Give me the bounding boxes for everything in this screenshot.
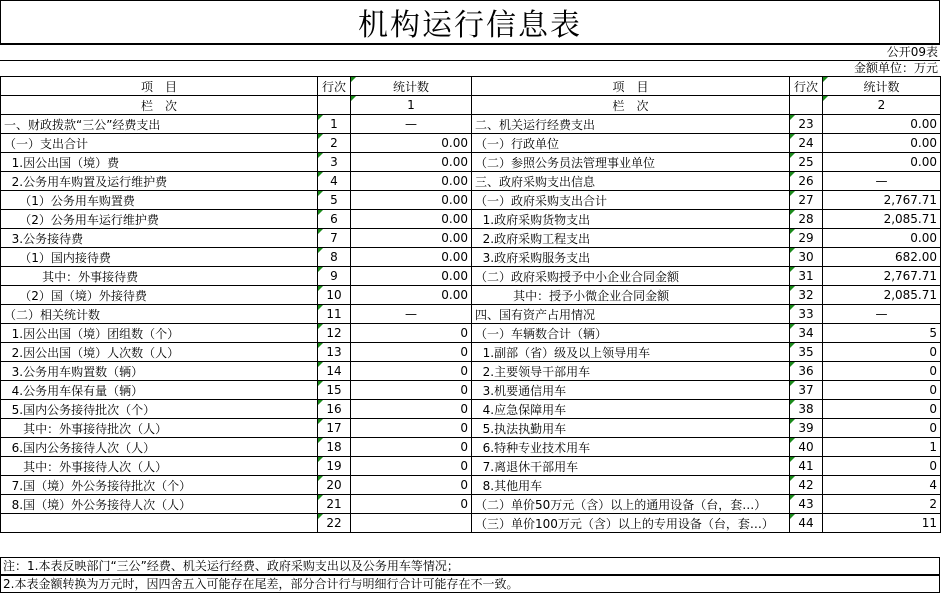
right-value-cell[interactable]: 0 xyxy=(823,400,941,419)
left-value-cell[interactable]: 0.00 xyxy=(351,172,472,191)
left-value-cell[interactable]: 0 xyxy=(351,457,472,476)
table-row xyxy=(1,229,941,248)
left-rowno-cell[interactable]: 19 xyxy=(318,457,351,476)
table-row xyxy=(1,210,941,229)
right-value-cell[interactable]: — xyxy=(823,172,941,191)
right-rowno-cell[interactable]: 32 xyxy=(790,286,823,305)
right-rowno-cell[interactable]: 36 xyxy=(790,362,823,381)
header-item-left[interactable]: 项 目 xyxy=(1,77,318,96)
right-value-cell[interactable]: 0 xyxy=(823,343,941,362)
right-value-cell[interactable]: 2,767.71 xyxy=(823,191,941,210)
table-row xyxy=(1,153,941,172)
left-item-cell[interactable]: 其中：外事接待批次（人） xyxy=(1,419,318,438)
left-rowno-cell[interactable]: 5 xyxy=(318,191,351,210)
table-row xyxy=(1,438,941,457)
left-value-cell[interactable] xyxy=(351,514,472,533)
left-rowno-cell[interactable]: 18 xyxy=(318,438,351,457)
left-item-cell[interactable]: 6.国内公务接待人次（人） xyxy=(1,438,318,457)
left-rowno-cell[interactable]: 13 xyxy=(318,343,351,362)
left-rowno-cell[interactable]: 16 xyxy=(318,400,351,419)
right-rowno-cell[interactable]: 43 xyxy=(790,495,823,514)
right-item-cell[interactable]: （一）政府采购支出合计 xyxy=(472,191,790,210)
left-value-cell[interactable]: 0.00 xyxy=(351,286,472,305)
right-value-cell[interactable]: 0 xyxy=(823,419,941,438)
note-line-1[interactable]: 注：1.本表反映部门“三公”经费、机关运行经费、政府采购支出以及公务用车等情况； xyxy=(0,557,940,575)
left-value-cell[interactable]: 0.00 xyxy=(351,134,472,153)
note-line-2[interactable]: 2.本表金额转换为万元时，因四舍五入可能存在尾差，部分合计行与明细行合计可能存在不一致。 xyxy=(0,575,940,593)
table-row xyxy=(1,172,941,191)
table-row xyxy=(1,400,941,419)
left-value-cell[interactable]: 0 xyxy=(351,476,472,495)
left-rowno-cell[interactable]: 20 xyxy=(318,476,351,495)
right-rowno-cell[interactable]: 38 xyxy=(790,400,823,419)
left-rowno-cell[interactable]: 9 xyxy=(318,267,351,286)
right-value-cell[interactable]: 0.00 xyxy=(823,134,941,153)
lanci-blank-left[interactable] xyxy=(318,96,351,115)
right-item-cell[interactable]: 其中：授予小微企业合同金额 xyxy=(472,286,790,305)
right-item-cell[interactable]: （二）政府采购授予中小企业合同金额 xyxy=(472,267,790,286)
left-rowno-cell[interactable]: 1 xyxy=(318,115,351,134)
table-row xyxy=(1,362,941,381)
right-rowno-cell[interactable]: 28 xyxy=(790,210,823,229)
left-item-cell[interactable]: 7.国（境）外公务接待批次（个） xyxy=(1,476,318,495)
left-item-cell[interactable]: 1.因公出国（境）费 xyxy=(1,153,318,172)
left-item-cell[interactable]: （二）相关统计数 xyxy=(1,305,318,324)
left-rowno-cell[interactable]: 4 xyxy=(318,172,351,191)
left-item-cell[interactable]: （2）国（境）外接待费 xyxy=(1,286,318,305)
left-value-cell[interactable]: 0.00 xyxy=(351,210,472,229)
left-rowno-cell[interactable]: 14 xyxy=(318,362,351,381)
table-row xyxy=(1,286,941,305)
right-item-cell[interactable]: 3.机要通信用车 xyxy=(472,381,790,400)
header-rowno-left[interactable]: 行次 xyxy=(318,77,351,96)
left-rowno-cell[interactable]: 6 xyxy=(318,210,351,229)
left-item-cell[interactable]: 2.因公出国（境）人次数（人） xyxy=(1,343,318,362)
right-rowno-cell[interactable]: 44 xyxy=(790,514,823,533)
left-rowno-cell[interactable]: 8 xyxy=(318,248,351,267)
lanci-blank-right[interactable] xyxy=(790,96,823,115)
right-value-cell[interactable]: 0 xyxy=(823,381,941,400)
right-value-cell[interactable]: 0.00 xyxy=(823,153,941,172)
right-rowno-cell[interactable]: 37 xyxy=(790,381,823,400)
table-row xyxy=(1,457,941,476)
table-row xyxy=(1,305,941,324)
table-row xyxy=(1,381,941,400)
left-value-cell[interactable]: 0 xyxy=(351,381,472,400)
left-rowno-cell[interactable]: 12 xyxy=(318,324,351,343)
table-row xyxy=(1,267,941,286)
left-item-cell[interactable]: （1）公务用车购置费 xyxy=(1,191,318,210)
grid-line xyxy=(0,44,940,45)
right-item-cell[interactable]: 二、机关运行经费支出 xyxy=(472,115,790,134)
report-title[interactable]: 机构运行信息表 xyxy=(0,0,940,44)
right-rowno-cell[interactable]: 26 xyxy=(790,172,823,191)
header-item-right[interactable]: 项 目 xyxy=(472,77,790,96)
right-value-cell[interactable]: 2 xyxy=(823,495,941,514)
header-rowno-right[interactable]: 行次 xyxy=(790,77,823,96)
right-value-cell[interactable]: 0 xyxy=(823,457,941,476)
lanci-left[interactable]: 栏 次 xyxy=(1,96,318,115)
right-item-cell[interactable]: 8.其他用车 xyxy=(472,476,790,495)
column-index-1[interactable]: 1 xyxy=(351,96,472,115)
left-rowno-cell[interactable]: 11 xyxy=(318,305,351,324)
right-value-cell[interactable]: 5 xyxy=(823,324,941,343)
right-value-cell[interactable]: — xyxy=(823,305,941,324)
right-value-cell[interactable]: 11 xyxy=(823,514,941,533)
left-value-cell[interactable]: — xyxy=(351,115,472,134)
right-rowno-cell[interactable]: 25 xyxy=(790,153,823,172)
right-item-cell[interactable]: 4.应急保障用车 xyxy=(472,400,790,419)
right-item-cell[interactable]: 5.执法执勤用车 xyxy=(472,419,790,438)
left-value-cell[interactable]: 0.00 xyxy=(351,267,472,286)
right-value-cell[interactable]: 0 xyxy=(823,362,941,381)
table-row xyxy=(1,495,941,514)
left-item-cell[interactable]: 2.公务用车购置及运行维护费 xyxy=(1,172,318,191)
left-item-cell[interactable]: （1）国内接待费 xyxy=(1,248,318,267)
left-item-cell[interactable]: 5.国内公务接待批次（个） xyxy=(1,400,318,419)
table-row xyxy=(1,324,941,343)
right-item-cell[interactable]: 1.副部（省）级及以上领导用车 xyxy=(472,343,790,362)
left-item-cell[interactable]: 其中：外事接待人次（人） xyxy=(1,457,318,476)
lanci-right[interactable]: 栏 次 xyxy=(472,96,790,115)
column-index-row xyxy=(1,96,941,115)
left-rowno-cell[interactable]: 21 xyxy=(318,495,351,514)
amount-unit[interactable]: 金额单位：万元 xyxy=(853,61,938,75)
right-item-cell[interactable]: 2.主要领导干部用车 xyxy=(472,362,790,381)
left-rowno-cell[interactable]: 15 xyxy=(318,381,351,400)
left-item-cell[interactable]: （一）支出合计 xyxy=(1,134,318,153)
form-number[interactable]: 公开09表 xyxy=(886,45,938,59)
right-rowno-cell[interactable]: 31 xyxy=(790,267,823,286)
table-row xyxy=(1,476,941,495)
right-value-cell[interactable]: 2,085.71 xyxy=(823,210,941,229)
table-row xyxy=(1,191,941,210)
left-value-cell[interactable]: 0 xyxy=(351,400,472,419)
grid-line xyxy=(0,60,940,61)
column-index-2[interactable]: 2 xyxy=(823,96,941,115)
data-table xyxy=(0,76,941,533)
left-value-cell[interactable]: 0 xyxy=(351,343,472,362)
header-row xyxy=(1,77,941,96)
right-rowno-cell[interactable]: 24 xyxy=(790,134,823,153)
right-item-cell[interactable]: （二）参照公务员法管理事业单位 xyxy=(472,153,790,172)
right-rowno-cell[interactable]: 33 xyxy=(790,305,823,324)
right-rowno-cell[interactable]: 39 xyxy=(790,419,823,438)
left-item-cell[interactable]: 1.因公出国（境）团组数（个） xyxy=(1,324,318,343)
right-value-cell[interactable]: 2,767.71 xyxy=(823,267,941,286)
header-stat-left[interactable]: 统计数 xyxy=(351,77,472,96)
right-value-cell[interactable]: 0.00 xyxy=(823,229,941,248)
right-value-cell[interactable]: 1 xyxy=(823,438,941,457)
left-item-cell[interactable]: 8.国（境）外公务接待人次（人） xyxy=(1,495,318,514)
table-row xyxy=(1,115,941,134)
table-row xyxy=(1,419,941,438)
header-stat-right[interactable]: 统计数 xyxy=(823,77,941,96)
table-row xyxy=(1,134,941,153)
right-rowno-cell[interactable]: 23 xyxy=(790,115,823,134)
right-item-cell[interactable]: （三）单价100万元（含）以上的专用设备（台，套…） xyxy=(472,514,790,533)
left-item-cell[interactable]: 其中：外事接待费 xyxy=(1,267,318,286)
left-item-cell[interactable]: 3.公务接待费 xyxy=(1,229,318,248)
left-rowno-cell[interactable]: 10 xyxy=(318,286,351,305)
left-value-cell[interactable]: 0.00 xyxy=(351,191,472,210)
left-value-cell[interactable]: 0 xyxy=(351,324,472,343)
right-rowno-cell[interactable]: 29 xyxy=(790,229,823,248)
left-item-cell[interactable]: 一、财政拨款“三公”经费支出 xyxy=(1,115,318,134)
right-value-cell[interactable]: 0.00 xyxy=(823,115,941,134)
left-value-cell[interactable]: 0 xyxy=(351,495,472,514)
right-rowno-cell[interactable]: 35 xyxy=(790,343,823,362)
right-value-cell[interactable]: 2,085.71 xyxy=(823,286,941,305)
left-rowno-cell[interactable]: 3 xyxy=(318,153,351,172)
right-item-cell[interactable]: （一）车辆数合计（辆） xyxy=(472,324,790,343)
left-item-cell[interactable]: 3.公务用车购置数（辆） xyxy=(1,362,318,381)
left-value-cell[interactable]: 0.00 xyxy=(351,248,472,267)
left-rowno-cell[interactable]: 22 xyxy=(318,514,351,533)
left-value-cell[interactable]: 0.00 xyxy=(351,153,472,172)
left-value-cell[interactable]: 0 xyxy=(351,438,472,457)
left-value-cell[interactable]: 0.00 xyxy=(351,229,472,248)
table-row xyxy=(1,343,941,362)
right-rowno-cell[interactable]: 27 xyxy=(790,191,823,210)
table-row xyxy=(1,248,941,267)
right-value-cell[interactable]: 4 xyxy=(823,476,941,495)
right-rowno-cell[interactable]: 30 xyxy=(790,248,823,267)
right-item-cell[interactable]: 7.离退休干部用车 xyxy=(472,457,790,476)
right-item-cell[interactable]: 1.政府采购货物支出 xyxy=(472,210,790,229)
right-item-cell[interactable]: （二）单价50万元（含）以上的通用设备（台，套…） xyxy=(472,495,790,514)
table-row xyxy=(1,514,941,533)
left-item-cell[interactable]: 4.公务用车保有量（辆） xyxy=(1,381,318,400)
left-item-cell[interactable] xyxy=(1,514,318,533)
left-value-cell[interactable]: — xyxy=(351,305,472,324)
left-rowno-cell[interactable]: 17 xyxy=(318,419,351,438)
right-value-cell[interactable]: 682.00 xyxy=(823,248,941,267)
right-rowno-cell[interactable]: 40 xyxy=(790,438,823,457)
left-value-cell[interactable]: 0 xyxy=(351,362,472,381)
left-rowno-cell[interactable]: 7 xyxy=(318,229,351,248)
right-item-cell[interactable]: 2.政府采购工程支出 xyxy=(472,229,790,248)
left-value-cell[interactable]: 0 xyxy=(351,419,472,438)
right-item-cell[interactable]: 3.政府采购服务支出 xyxy=(472,248,790,267)
right-rowno-cell[interactable]: 42 xyxy=(790,476,823,495)
right-item-cell[interactable]: 四、国有资产占用情况 xyxy=(472,305,790,324)
right-item-cell[interactable]: 三、政府采购支出信息 xyxy=(472,172,790,191)
right-item-cell[interactable]: 6.特种专业技术用车 xyxy=(472,438,790,457)
right-rowno-cell[interactable]: 34 xyxy=(790,324,823,343)
left-item-cell[interactable]: （2）公务用车运行维护费 xyxy=(1,210,318,229)
right-rowno-cell[interactable]: 41 xyxy=(790,457,823,476)
right-item-cell[interactable]: （一）行政单位 xyxy=(472,134,790,153)
left-rowno-cell[interactable]: 2 xyxy=(318,134,351,153)
